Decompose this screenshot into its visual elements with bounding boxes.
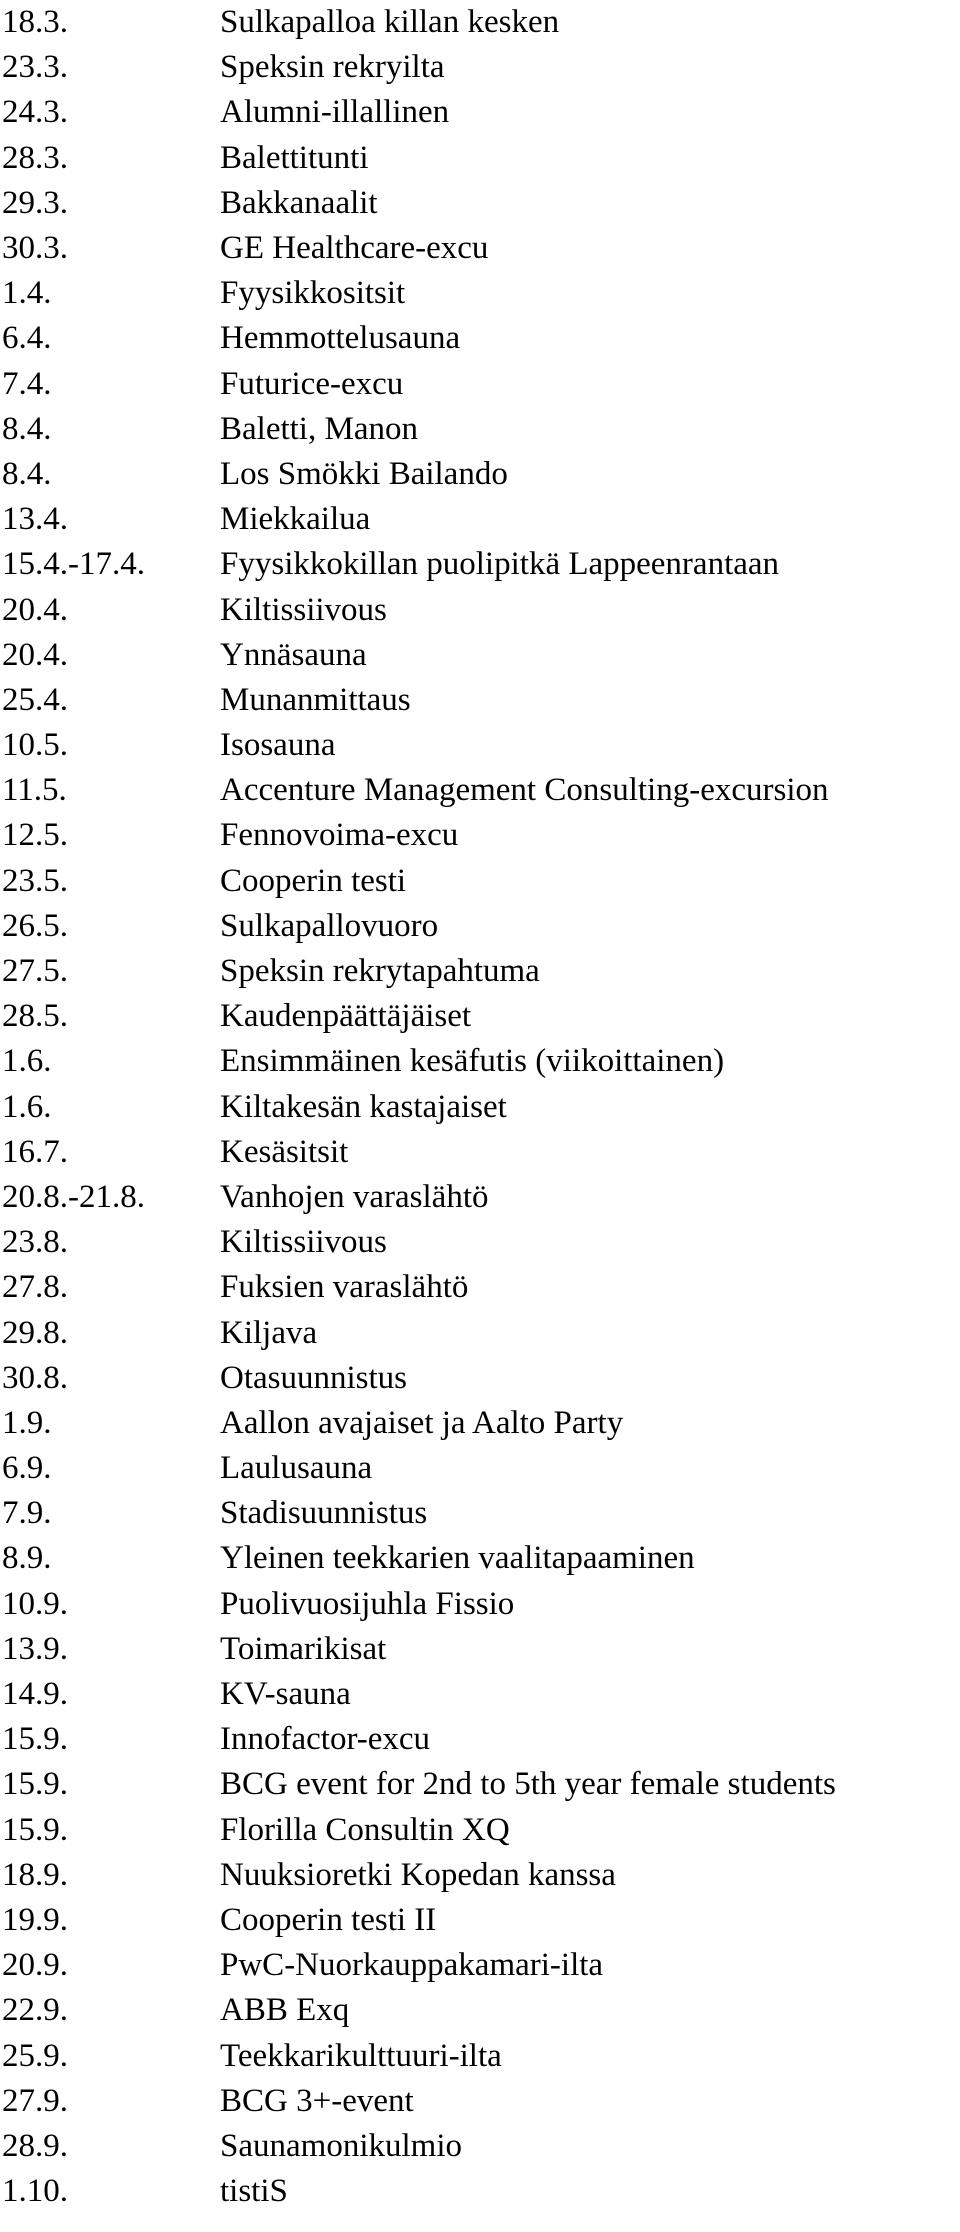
event-date: 15.9.	[2, 1766, 68, 1803]
event-title: Innofactor-excu	[220, 1721, 431, 1758]
event-date: 1.10.	[2, 2173, 68, 2210]
event-date: 18.9.	[2, 1856, 68, 1893]
event-date: 8.9.	[2, 1540, 52, 1577]
event-title: Munanmittaus	[220, 681, 411, 718]
event-date: 15.9.	[2, 1721, 68, 1758]
event-date: 29.3.	[2, 184, 68, 221]
event-title: Stadisuunnistus	[220, 1495, 428, 1532]
event-title: Florilla Consultin XQ	[220, 1811, 510, 1848]
event-title: GE Healthcare-excu	[220, 230, 489, 267]
event-title: Fennovoima-excu	[220, 817, 459, 854]
event-date: 15.4.-17.4.	[2, 546, 145, 583]
event-row	[0, 316, 960, 361]
event-title: Otasuunnistus	[220, 1359, 408, 1396]
event-date: 1.6.	[2, 1043, 52, 1080]
event-date: 27.8.	[2, 1269, 68, 1306]
event-row	[0, 813, 960, 858]
event-row	[0, 497, 960, 542]
event-row	[0, 1310, 960, 1355]
event-title: Sulkapalloa killan kesken	[220, 4, 560, 41]
event-date: 7.4.	[2, 365, 52, 402]
event-row	[0, 1943, 960, 1988]
event-title: Ynnäsauna	[220, 636, 367, 673]
event-title: Puolivuosijuhla Fissio	[220, 1585, 515, 1622]
event-title: Futurice-excu	[220, 365, 404, 402]
event-title: Baletti, Manon	[220, 410, 418, 447]
event-title: Saunamonikulmio	[220, 2127, 462, 2164]
event-date: 25.9.	[2, 2037, 68, 2074]
event-date: 10.9.	[2, 1585, 68, 1622]
event-date: 23.5.	[2, 862, 68, 899]
event-title: Sulkapallovuoro	[220, 907, 439, 944]
event-row	[0, 362, 960, 407]
event-date: 30.3.	[2, 230, 68, 267]
event-date: 20.4.	[2, 591, 68, 628]
event-title: Accenture Management Consulting-excursion	[220, 772, 829, 809]
event-title: Vanhojen varaslähtö	[220, 1178, 489, 1215]
event-row	[0, 949, 960, 994]
event-date: 28.3.	[2, 139, 68, 176]
event-title: Yleinen teekkarien vaalitapaaminen	[220, 1540, 695, 1577]
event-row	[0, 904, 960, 949]
event-date: 28.9.	[2, 2127, 68, 2164]
event-title: Balettitunti	[220, 139, 369, 176]
event-date: 1.9.	[2, 1404, 52, 1441]
event-date: 14.9.	[2, 1676, 68, 1713]
event-date: 13.4.	[2, 501, 68, 538]
event-row	[0, 1356, 960, 1401]
event-row	[0, 1265, 960, 1310]
event-row	[0, 1808, 960, 1853]
event-row	[0, 1446, 960, 1491]
event-date: 27.9.	[2, 2082, 68, 2119]
event-row	[0, 0, 960, 45]
event-title: Nuuksioretki Kopedan kanssa	[220, 1856, 616, 1893]
event-date: 13.9.	[2, 1630, 68, 1667]
event-title: Isosauna	[220, 727, 336, 764]
event-title: BCG 3+-event	[220, 2082, 414, 2119]
event-title: Teekkarikulttuuri-ilta	[220, 2037, 502, 2074]
event-row	[0, 859, 960, 904]
event-date: 29.8.	[2, 1314, 68, 1351]
event-date: 20.8.-21.8.	[2, 1178, 145, 1215]
event-title: Speksin rekrytapahtuma	[220, 953, 540, 990]
event-date: 16.7.	[2, 1133, 68, 1170]
event-row	[0, 994, 960, 1039]
event-row	[0, 2169, 960, 2214]
event-title: Ensimmäinen kesäfutis (viikoittainen)	[220, 1043, 725, 1080]
event-row	[0, 136, 960, 181]
event-date: 7.9.	[2, 1495, 52, 1532]
event-title: Los Smökki Bailando	[220, 455, 508, 492]
event-date: 1.4.	[2, 275, 52, 312]
event-date: 6.9.	[2, 1450, 52, 1487]
event-title: Cooperin testi	[220, 862, 407, 899]
event-row	[0, 1130, 960, 1175]
event-title: Speksin rekryilta	[220, 49, 445, 86]
event-row	[0, 1717, 960, 1762]
event-row	[0, 723, 960, 768]
event-title: Kiljava	[220, 1314, 318, 1351]
event-title: Fuksien varaslähtö	[220, 1269, 469, 1306]
event-title: ABB Exq	[220, 1992, 350, 2029]
event-row	[0, 1536, 960, 1581]
event-date: 27.5.	[2, 953, 68, 990]
event-title: Miekkailua	[220, 501, 371, 538]
event-title: Laulusauna	[220, 1450, 373, 1487]
event-row	[0, 542, 960, 587]
event-title: Kaudenpäättäjäiset	[220, 998, 472, 1035]
event-date: 11.5.	[2, 772, 67, 809]
event-row	[0, 1085, 960, 1130]
event-title: Kiltissiivous	[220, 1224, 387, 1261]
event-date: 25.4.	[2, 681, 68, 718]
event-date: 8.4.	[2, 455, 52, 492]
event-title: Fyysikkokillan puolipitkä Lappeenrantaan	[220, 546, 780, 583]
event-date: 6.4.	[2, 320, 52, 357]
event-date: 24.3.	[2, 94, 68, 131]
event-date: 22.9.	[2, 1992, 68, 2029]
event-date: 10.5.	[2, 727, 68, 764]
event-date: 20.9.	[2, 1947, 68, 1984]
event-title: Fyysikkositsit	[220, 275, 406, 312]
event-date: 1.6.	[2, 1088, 52, 1125]
event-date: 12.5.	[2, 817, 68, 854]
event-date: 20.4.	[2, 636, 68, 673]
event-row	[0, 1988, 960, 2033]
event-row	[0, 271, 960, 316]
event-date: 15.9.	[2, 1811, 68, 1848]
event-row	[0, 1401, 960, 1446]
event-title: Aallon avajaiset ja Aalto Party	[220, 1404, 624, 1441]
event-date: 28.5.	[2, 998, 68, 1035]
event-row	[0, 2079, 960, 2124]
event-row	[0, 678, 960, 723]
event-date: 30.8.	[2, 1359, 68, 1396]
event-row	[0, 181, 960, 226]
event-title: Alumni-illallinen	[220, 94, 450, 131]
event-row	[0, 226, 960, 271]
event-row	[0, 1175, 960, 1220]
event-date: 19.9.	[2, 1901, 68, 1938]
event-title: PwC-Nuorkauppakamari-ilta	[220, 1947, 604, 1984]
event-row	[0, 1220, 960, 1265]
event-row	[0, 407, 960, 452]
event-title: Toimarikisat	[220, 1630, 387, 1667]
event-date: 26.5.	[2, 907, 68, 944]
event-title: Kiltissiivous	[220, 591, 387, 628]
event-title: KV-sauna	[220, 1676, 351, 1713]
event-title: Bakkanaalit	[220, 184, 378, 221]
event-row	[0, 1853, 960, 1898]
event-date: 23.3.	[2, 49, 68, 86]
event-title: Cooperin testi II	[220, 1901, 437, 1938]
event-row	[0, 768, 960, 813]
event-row	[0, 90, 960, 135]
event-row	[0, 1039, 960, 1084]
event-row	[0, 2124, 960, 2169]
event-title: Hemmottelusauna	[220, 320, 461, 357]
event-row	[0, 452, 960, 497]
event-row	[0, 1762, 960, 1807]
event-title: tistiS	[220, 2173, 288, 2210]
event-title: BCG event for 2nd to 5th year female students	[220, 1766, 836, 1803]
event-row	[0, 1627, 960, 1672]
event-row	[0, 633, 960, 678]
event-title: Kiltakesän kastajaiset	[220, 1088, 507, 1125]
event-row	[0, 1491, 960, 1536]
event-row	[0, 2033, 960, 2078]
event-row	[0, 1898, 960, 1943]
event-title: Kesäsitsit	[220, 1133, 349, 1170]
event-row	[0, 587, 960, 632]
event-row	[0, 1672, 960, 1717]
event-date: 18.3.	[2, 4, 68, 41]
event-date: 23.8.	[2, 1224, 68, 1261]
event-row	[0, 1582, 960, 1627]
event-row	[0, 45, 960, 90]
event-date: 8.4.	[2, 410, 52, 447]
